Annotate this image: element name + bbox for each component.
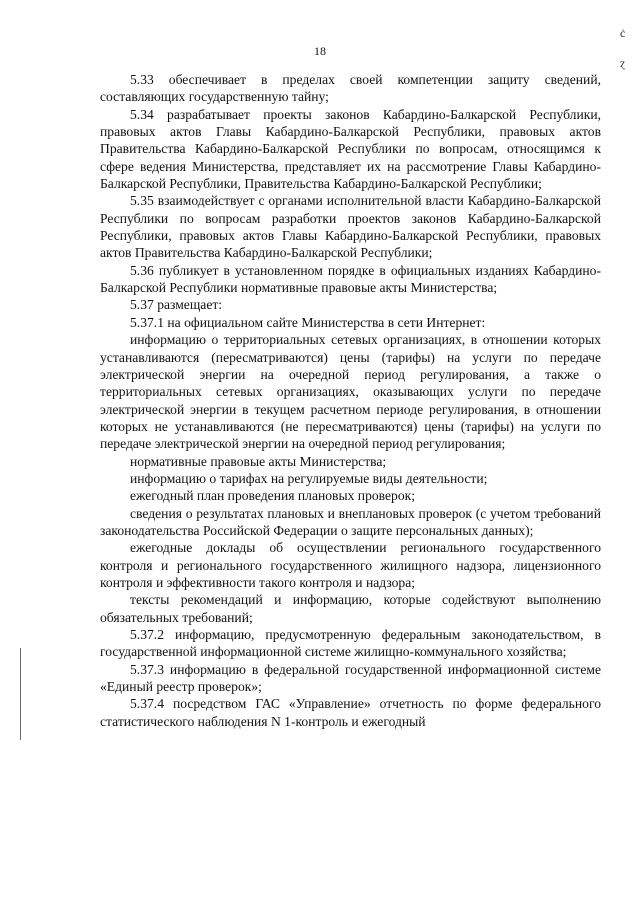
document-body — [100, 71, 601, 730]
paragraph-5-34: 5.34 разрабатывает проекты законов Кабардино-Балкарской Республики, правовых актов Главы Кабардино-Балкарской Республики, правовых актов Правительства Кабардино-Балкарской Республики по вопросам, относящимся к сфере ведения Министерства, представляет их на рассмотрение Главы Кабардино-Балкарской Республики, Правительства Кабардино-Балкарской Республики; — [100, 106, 601, 192]
list-item: информацию о территориальных сетевых организациях, в отношении которых устанавливаются (пересматриваются) цены (тарифы) на услуги по передаче электрической энергии на очередной период регулирования, а также о территориальных сетевых организациях, оказывающих услуги по передаче электрической энергии в текущем расчетном периоде регулирования, в отношении которых не устанавливаются (не пересматриваются) цены (тарифы) на услуги по передаче электрической энергии на очередной период регулирования; — [100, 332, 601, 452]
list-item: сведения о результатах плановых и внеплановых проверок (с учетом требований законодательства Российской Федерации о защите персональных данных); — [100, 505, 601, 538]
scan-edge-line — [20, 648, 21, 740]
paragraph-5-37-1: 5.37.1 на официальном сайте Министерства в сети Интернет: — [130, 314, 486, 330]
paragraph-5-37-3: 5.37.3 информацию в федеральной государственной информационной системе «Единый реестр проверок»; — [100, 661, 601, 695]
list-item: ежегодный план проведения плановых проверок; — [130, 488, 416, 504]
list-item: ежегодные доклады об осуществлении регионального государственного контроля и регионального государственного жилищного надзора, лицензионного контроля и эффективности такого контроля и надзора; — [100, 540, 601, 590]
paragraph-5-36: 5.36 публикует в установленном порядке в официальных изданиях Кабардино-Балкарской Республики нормативные правовые акты Министерства; — [100, 262, 601, 296]
scan-corner-mark: ċ — [620, 26, 626, 40]
list-item: нормативные правовые акты Министерства; — [130, 453, 387, 469]
paragraph-5-37-4: 5.37.4 посредством ГАС «Управление» отчетность по форме федерального статистического наблюдения N 1-контроль и ежегодный — [100, 696, 601, 729]
list-item: информацию о тарифах на регулируемые виды деятельности; — [130, 470, 488, 486]
paragraph-5-37: 5.37 размещает: — [130, 297, 223, 313]
scan-corner-mark: ɀ — [620, 56, 626, 70]
list-item: тексты рекомендаций и информацию, которые содействуют выполнению обязательных требований; — [100, 592, 601, 625]
page-number: 18 — [314, 44, 326, 58]
paragraph-5-37-2: 5.37.2 информацию, предусмотренную федеральным законодательством, в государственной информационной системе жилищно-коммунального хозяйства; — [100, 627, 601, 660]
paragraph-5-35: 5.35 взаимодействует с органами исполнительной власти Кабардино-Балкарской Республики по вопросам разработки проектов законов Кабардино-Балкарской Республики, правовых актов Главы Кабардино-Балкарской Республики, правовых актов Правительства Кабардино-Балкарской Республики; — [100, 193, 601, 261]
paragraph-5-33: 5.33 обеспечивает в пределах своей компетенции защиту сведений, составляющих государственную тайну; — [100, 72, 601, 105]
